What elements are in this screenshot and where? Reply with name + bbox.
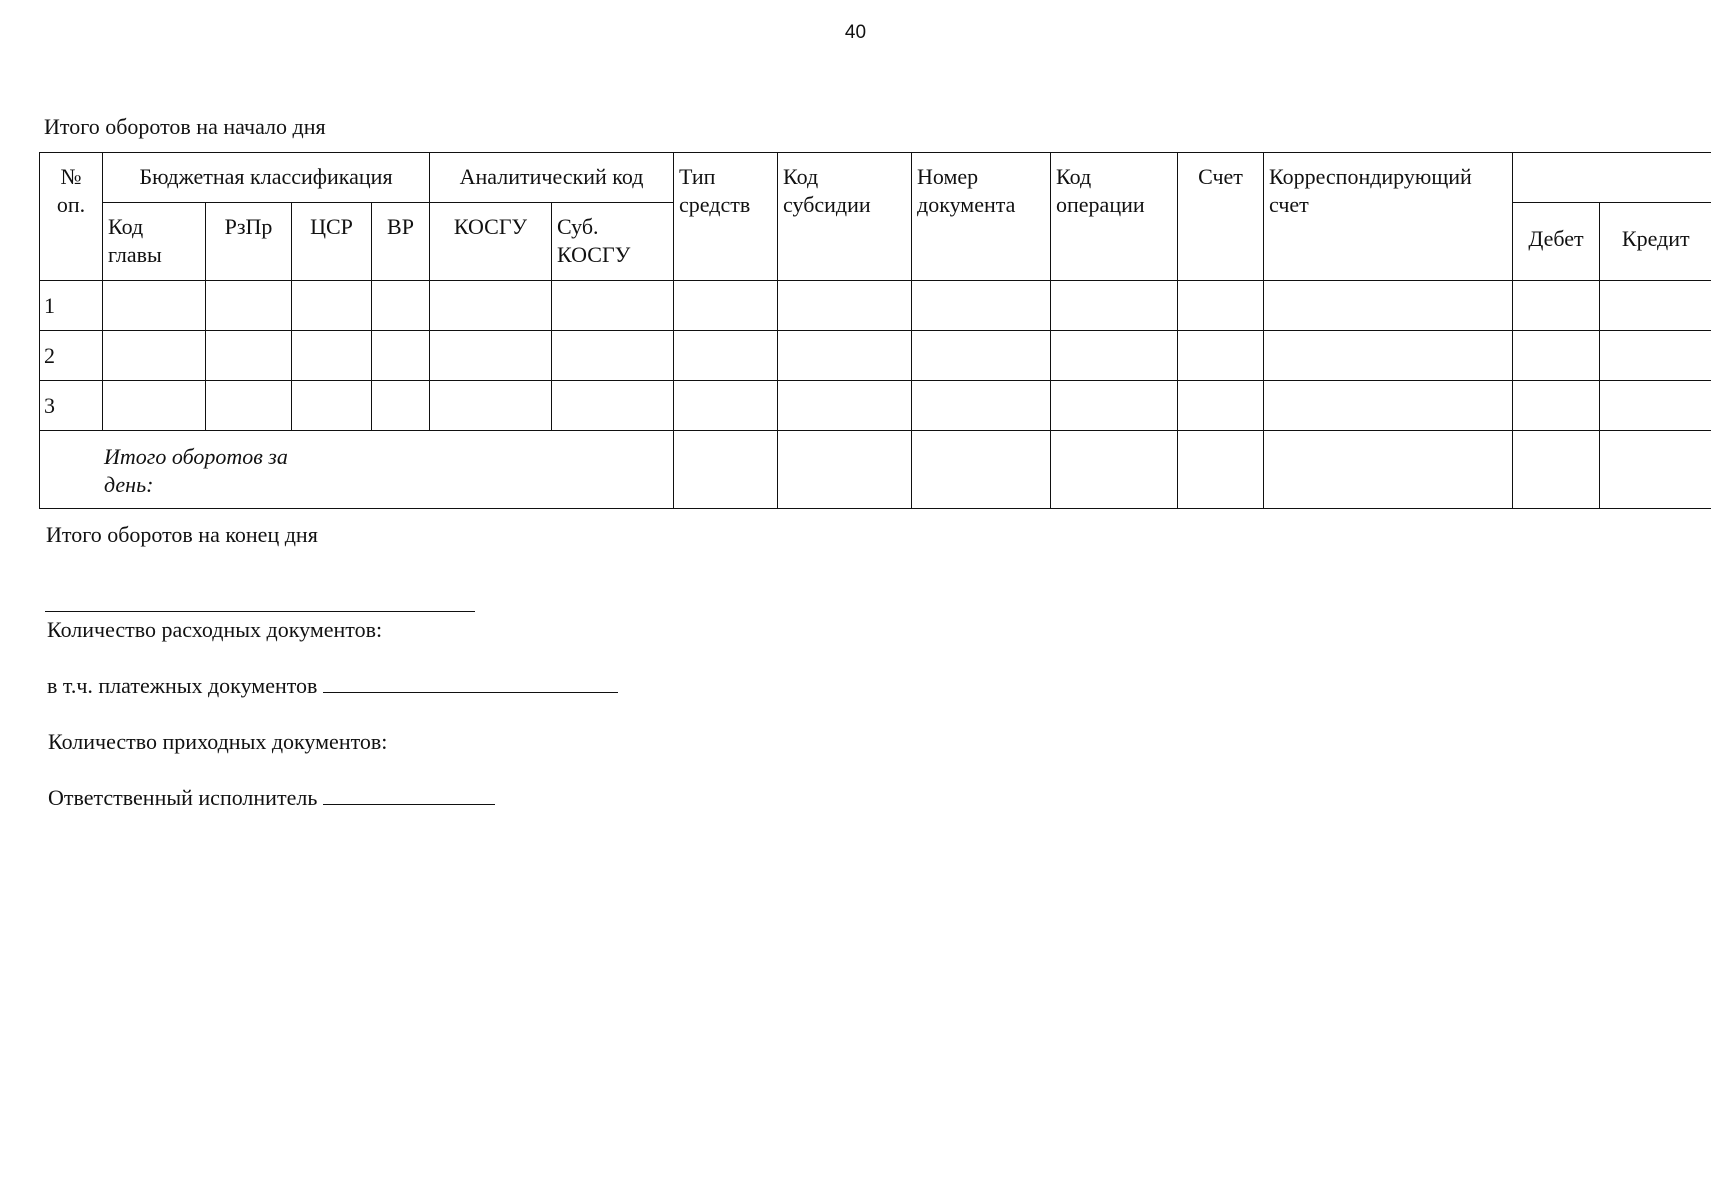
header-analytic-code: Аналитический код bbox=[430, 153, 674, 203]
header-csr: ЦСР bbox=[292, 203, 372, 281]
header-turnover-group bbox=[1513, 153, 1711, 203]
header-sub-kosgu: Суб. КОСГУ bbox=[552, 203, 674, 281]
responsible-executor-line bbox=[48, 785, 495, 811]
total-row bbox=[40, 431, 1711, 509]
header-document-number: Номер документа bbox=[912, 153, 1051, 281]
header-corresponding-account: Корреспондирующий счет bbox=[1264, 153, 1513, 281]
responsible-executor-blank bbox=[323, 786, 495, 805]
header-op-number: № оп. bbox=[40, 153, 103, 281]
expense-documents-count-label: Количество расходных документов: bbox=[47, 617, 383, 642]
header-debit: Дебет bbox=[1513, 203, 1600, 281]
header-budget-classification: Бюджетная классификация bbox=[103, 153, 430, 203]
row-number-cell: 2 bbox=[40, 331, 103, 381]
page-number: 40 bbox=[844, 22, 867, 43]
header-subsidy-code: Код субсидии bbox=[778, 153, 912, 281]
row-number-cell: 3 bbox=[40, 381, 103, 431]
payment-documents-label: в т.ч. платежных документов bbox=[47, 673, 318, 698]
header-operation-code: Код операции bbox=[1051, 153, 1178, 281]
end-of-day-total-label: Итого оборотов на конец дня bbox=[46, 522, 318, 547]
header-row-1 bbox=[40, 153, 1711, 203]
header-vr: ВР bbox=[372, 203, 430, 281]
header-fund-type: Тип средств bbox=[674, 153, 778, 281]
start-of-day-total-label: Итого оборотов на начало дня bbox=[44, 114, 326, 139]
daily-total-label: Итого оборотов за день: bbox=[104, 444, 288, 497]
payment-documents-line bbox=[47, 673, 618, 699]
signature-separator-line bbox=[45, 611, 475, 612]
table-row bbox=[40, 281, 1711, 331]
operations-ledger-table bbox=[39, 152, 1711, 509]
header-kosgu: КОСГУ bbox=[430, 203, 552, 281]
payment-documents-blank bbox=[323, 674, 618, 693]
table-row bbox=[40, 331, 1711, 381]
header-rzpr: РзПр bbox=[206, 203, 292, 281]
header-chapter-code: Код главы bbox=[103, 203, 206, 281]
header-account: Счет bbox=[1178, 153, 1264, 281]
header-credit: Кредит bbox=[1600, 203, 1711, 281]
responsible-executor-label: Ответственный исполнитель bbox=[48, 785, 318, 810]
income-documents-count-label: Количество приходных документов: bbox=[48, 729, 388, 754]
row-number-cell: 1 bbox=[40, 281, 103, 331]
table-row bbox=[40, 381, 1711, 431]
